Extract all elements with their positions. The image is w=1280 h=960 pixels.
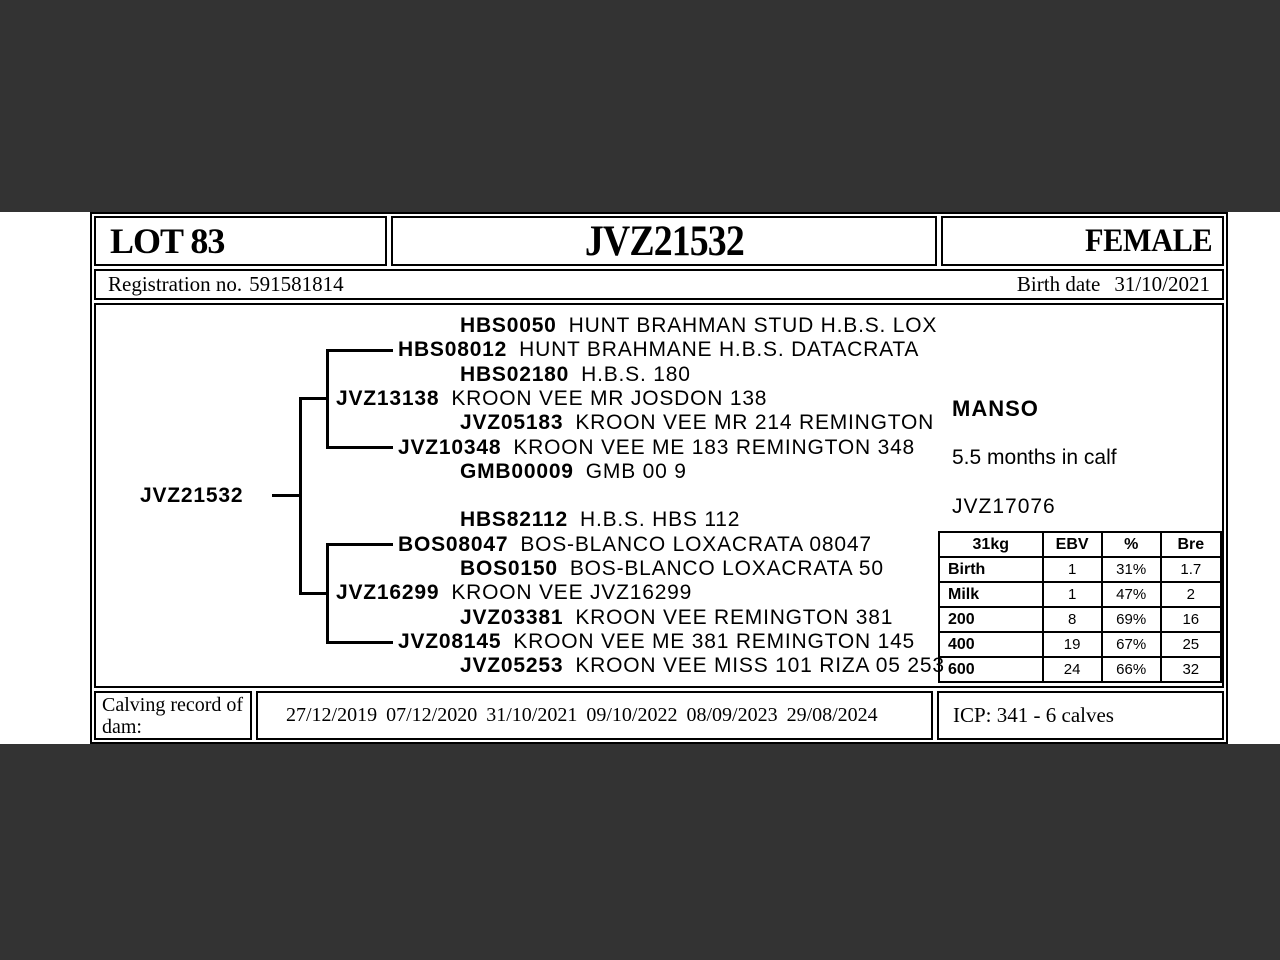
icp-summary: ICP: 341 - 6 calves <box>937 691 1224 740</box>
ebv-value: 24 <box>1043 657 1102 682</box>
ebv-value: 8 <box>1043 607 1102 632</box>
pedigree-entry <box>398 437 915 459</box>
pedigree-entry-id: HBS08012 <box>398 338 508 361</box>
pedigree-entry-id: HBS0050 <box>460 314 557 337</box>
birth-date-value: 31/10/2021 <box>1114 272 1210 296</box>
ebv-accuracy: 69% <box>1102 607 1161 632</box>
pedigree-entry <box>398 534 872 556</box>
ebv-value: 1 <box>1043 582 1102 607</box>
ebv-header-cell: 31kg <box>939 532 1043 557</box>
pedigree-entry-name: KROON VEE MISS 101 RIZA 05 253 <box>575 654 945 677</box>
pedigree-entry <box>460 509 740 531</box>
ebv-accuracy: 66% <box>1102 657 1161 682</box>
pedigree-entry <box>140 485 255 507</box>
pedigree-tree <box>94 303 1224 688</box>
pedigree-connector <box>326 349 393 352</box>
ebv-breed-avg: 16 <box>1161 607 1221 632</box>
pedigree-connector <box>326 446 393 449</box>
pedigree-connector <box>326 641 393 644</box>
sex-label <box>941 216 1224 266</box>
pedigree-entry-name: HUNT BRAHMANE H.B.S. DATACRATA <box>519 338 920 361</box>
pedigree-entry <box>460 558 884 580</box>
animal-id-text: JVZ21532 <box>584 217 744 265</box>
ebv-header-cell: EBV <box>1043 532 1102 557</box>
pedigree-entry-id: HBS02180 <box>460 363 570 386</box>
pedigree-entry <box>460 364 691 386</box>
ebv-trait-label: 200 <box>939 607 1043 632</box>
calving-dates: 27/12/2019 07/12/2020 31/10/2021 09/10/2022 08/09/2023 29/08/2024 <box>256 691 933 740</box>
ebv-trait-label: Birth <box>939 557 1043 582</box>
animal-id-title <box>391 216 937 266</box>
ebv-header-cell: Bre <box>1161 532 1221 557</box>
ebv-breed-avg: 2 <box>1161 582 1221 607</box>
pedigree-entry-name: KROON VEE MR 214 REMINGTON <box>575 411 935 434</box>
letterbox-bottom <box>0 744 1280 960</box>
birth-date-info <box>1017 272 1210 297</box>
service-sire-id: JVZ17076 <box>952 495 1056 518</box>
pedigree-entry-name: KROON VEE JVZ16299 <box>451 581 693 604</box>
pregnancy-status: 5.5 months in calf <box>952 446 1117 469</box>
pedigree-connector <box>326 543 393 546</box>
registration-number: 591581814 <box>249 272 344 296</box>
ebv-row <box>939 607 1221 632</box>
registration-label: Registration no. <box>108 272 243 296</box>
pedigree-entry-name: KROON VEE ME 183 REMINGTON 348 <box>513 436 916 459</box>
ebv-trait-label: 600 <box>939 657 1043 682</box>
pedigree-entry-name: HUNT BRAHMAN STUD H.B.S. LOX <box>568 314 938 337</box>
ebv-row <box>939 557 1221 582</box>
ebv-accuracy: 47% <box>1102 582 1161 607</box>
pedigree-connector <box>299 592 329 595</box>
pedigree-entry-id: BOS0150 <box>460 557 558 580</box>
pedigree-entry-id: JVZ05183 <box>460 411 564 434</box>
pedigree-entry-id: GMB00009 <box>460 460 574 483</box>
pedigree-entry-id: JVZ08145 <box>398 630 502 653</box>
ebv-breed-avg: 25 <box>1161 632 1221 657</box>
ebv-trait-label: 400 <box>939 632 1043 657</box>
pedigree-entry-id: HBS82112 <box>460 508 568 531</box>
pedigree-entry-id: JVZ13138 <box>336 387 440 410</box>
calving-record-label: Calving record of dam: <box>94 691 252 740</box>
pedigree-entry-name: KROON VEE ME 381 REMINGTON 145 <box>513 630 916 653</box>
ebv-row <box>939 632 1221 657</box>
pedigree-entry-name: H.B.S. HBS 112 <box>579 508 741 531</box>
ebv-row <box>939 657 1221 682</box>
pedigree-entry-id: JVZ10348 <box>398 436 502 459</box>
pedigree-connector <box>299 397 329 400</box>
registration-info <box>108 272 344 297</box>
pedigree-connector <box>299 397 302 595</box>
ebv-header-row <box>939 532 1221 557</box>
pedigree-entry-id: JVZ16299 <box>336 581 440 604</box>
pedigree-entry <box>336 582 692 604</box>
pedigree-entry <box>336 388 767 410</box>
ebv-accuracy: 31% <box>1102 557 1161 582</box>
ebv-breed-avg: 32 <box>1161 657 1221 682</box>
pedigree-entry <box>460 315 937 337</box>
pedigree-entry-name: H.B.S. 180 <box>581 363 691 386</box>
pedigree-entry-id: BOS08047 <box>398 533 509 556</box>
pedigree-entry <box>398 339 919 361</box>
pedigree-entry-name: GMB 00 9 <box>585 460 687 483</box>
pedigree-entry-name: BOS-BLANCO LOXACRATA 50 <box>569 557 884 580</box>
ebv-breed-avg: 1.7 <box>1161 557 1221 582</box>
header-row <box>94 216 1224 266</box>
catalog-document-page <box>90 212 1228 744</box>
breed-name: MANSO <box>952 396 1039 421</box>
registration-row <box>94 269 1224 300</box>
pedigree-entry <box>460 655 945 677</box>
pedigree-entry-name: KROON VEE REMINGTON 381 <box>575 606 894 629</box>
birth-date-label: Birth date <box>1016 272 1101 296</box>
ebv-accuracy: 67% <box>1102 632 1161 657</box>
ebv-value: 19 <box>1043 632 1102 657</box>
ebv-value: 1 <box>1043 557 1102 582</box>
ebv-header-cell: % <box>1102 532 1161 557</box>
pedigree-entry-id: JVZ05253 <box>460 654 564 677</box>
pedigree-entry-id: JVZ03381 <box>460 606 564 629</box>
calving-row <box>94 691 1224 740</box>
pedigree-connector <box>326 543 329 644</box>
lot-number: LOT 83 <box>94 216 387 266</box>
pedigree-entry <box>460 412 934 434</box>
letterbox-top <box>0 0 1280 212</box>
pedigree-entry-name: BOS-BLANCO LOXACRATA 08047 <box>520 533 872 556</box>
pedigree-entry <box>460 607 893 629</box>
ebv-row <box>939 582 1221 607</box>
pedigree-entry <box>398 631 915 653</box>
pedigree-entry-name: KROON VEE MR JOSDON 138 <box>451 387 768 410</box>
pedigree-connector <box>326 349 329 449</box>
ebv-trait-label: Milk <box>939 582 1043 607</box>
pedigree-entry-id: JVZ21532 <box>140 484 244 507</box>
sex-text: FEMALE <box>1084 222 1212 259</box>
pedigree-entry <box>460 461 687 483</box>
pedigree-connector <box>272 494 302 497</box>
ebv-table <box>938 531 1222 683</box>
